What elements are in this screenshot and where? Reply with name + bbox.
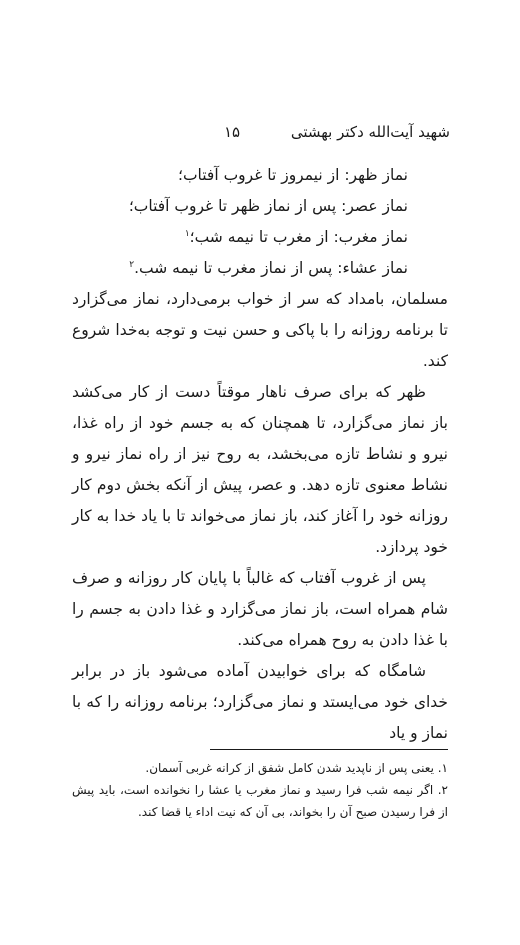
body-text <box>72 160 448 749</box>
prayer-time-item <box>72 253 408 284</box>
footnote: ۱. یعنی پس از ناپدید شدن کامل شفق از کرانه غربی آسمان. <box>145 761 448 775</box>
running-title: شهید آیت‌الله دکتر بهشتی <box>290 123 450 141</box>
paragraph: مسلمان، بامداد که سر از خواب برمی‌دارد، نماز می‌گزارد تا برنامه روزانه را با پاکی و حسن نیت و توجه به‌خدا شروع کند. <box>72 290 448 370</box>
prayer-time-text: نماز عشاء: پس از نماز مغرب تا نیمه شب. <box>134 259 408 277</box>
prayer-time-text: نماز عصر: پس از نماز ظهر تا غروب آفتاب؛ <box>128 197 408 215</box>
running-head <box>70 118 450 146</box>
prayer-time-item <box>72 160 408 191</box>
prayer-time-text: نماز مغرب: از مغرب تا نیمه شب؛ <box>189 228 408 246</box>
prayer-times-list <box>72 160 448 284</box>
footnote-ref: ۲ <box>129 259 135 270</box>
paragraph: شامگاه که برای خوابیدن آماده می‌شود باز در برابر خدای خود می‌ایستد و نماز می‌گزارد؛ برنامه روزانه را که با نماز و یاد <box>72 662 448 742</box>
footnote-divider <box>210 749 448 750</box>
prayer-time-item <box>72 191 408 222</box>
paragraph: پس از غروب آفتاب که غالباً با پایان کار روزانه و صرف شام همراه است، باز نماز می‌گزارد و غذا دادن به جسم را با غذا دادن به روح همراه می‌کند. <box>72 569 448 649</box>
footnote-ref: ۱ <box>184 228 190 239</box>
page-number: ۱۵ <box>224 123 241 141</box>
prayer-time-item <box>72 222 408 253</box>
footnotes <box>72 757 448 823</box>
prayer-time-text: نماز ظهر: از نیمروز تا غروب آفتاب؛ <box>178 166 408 184</box>
paragraph: ظهر که برای صرف ناهار موقتاً دست از کار می‌کشد باز نماز می‌گزارد، تا همچنان که به جسم خود از راه غذا، نیرو و نشاط تازه می‌بخشد، به روح نیز از راه نماز نیرو و نشاط معنوی تازه دهد. و عصر، پیش از آنکه بخش دوم کار روزانه خود را آغاز کند، باز نماز می‌خواند تا با یاد خدا به کار خود پردازد. <box>72 383 448 556</box>
footnote: ۲. اگر نیمه شب فرا رسید و نماز مغرب یا عشا را نخوانده است، باید پیش از فرا رسیدن صبح آن را بخواند، بی آن که نیت اداء یا قضا کند. <box>72 783 448 819</box>
